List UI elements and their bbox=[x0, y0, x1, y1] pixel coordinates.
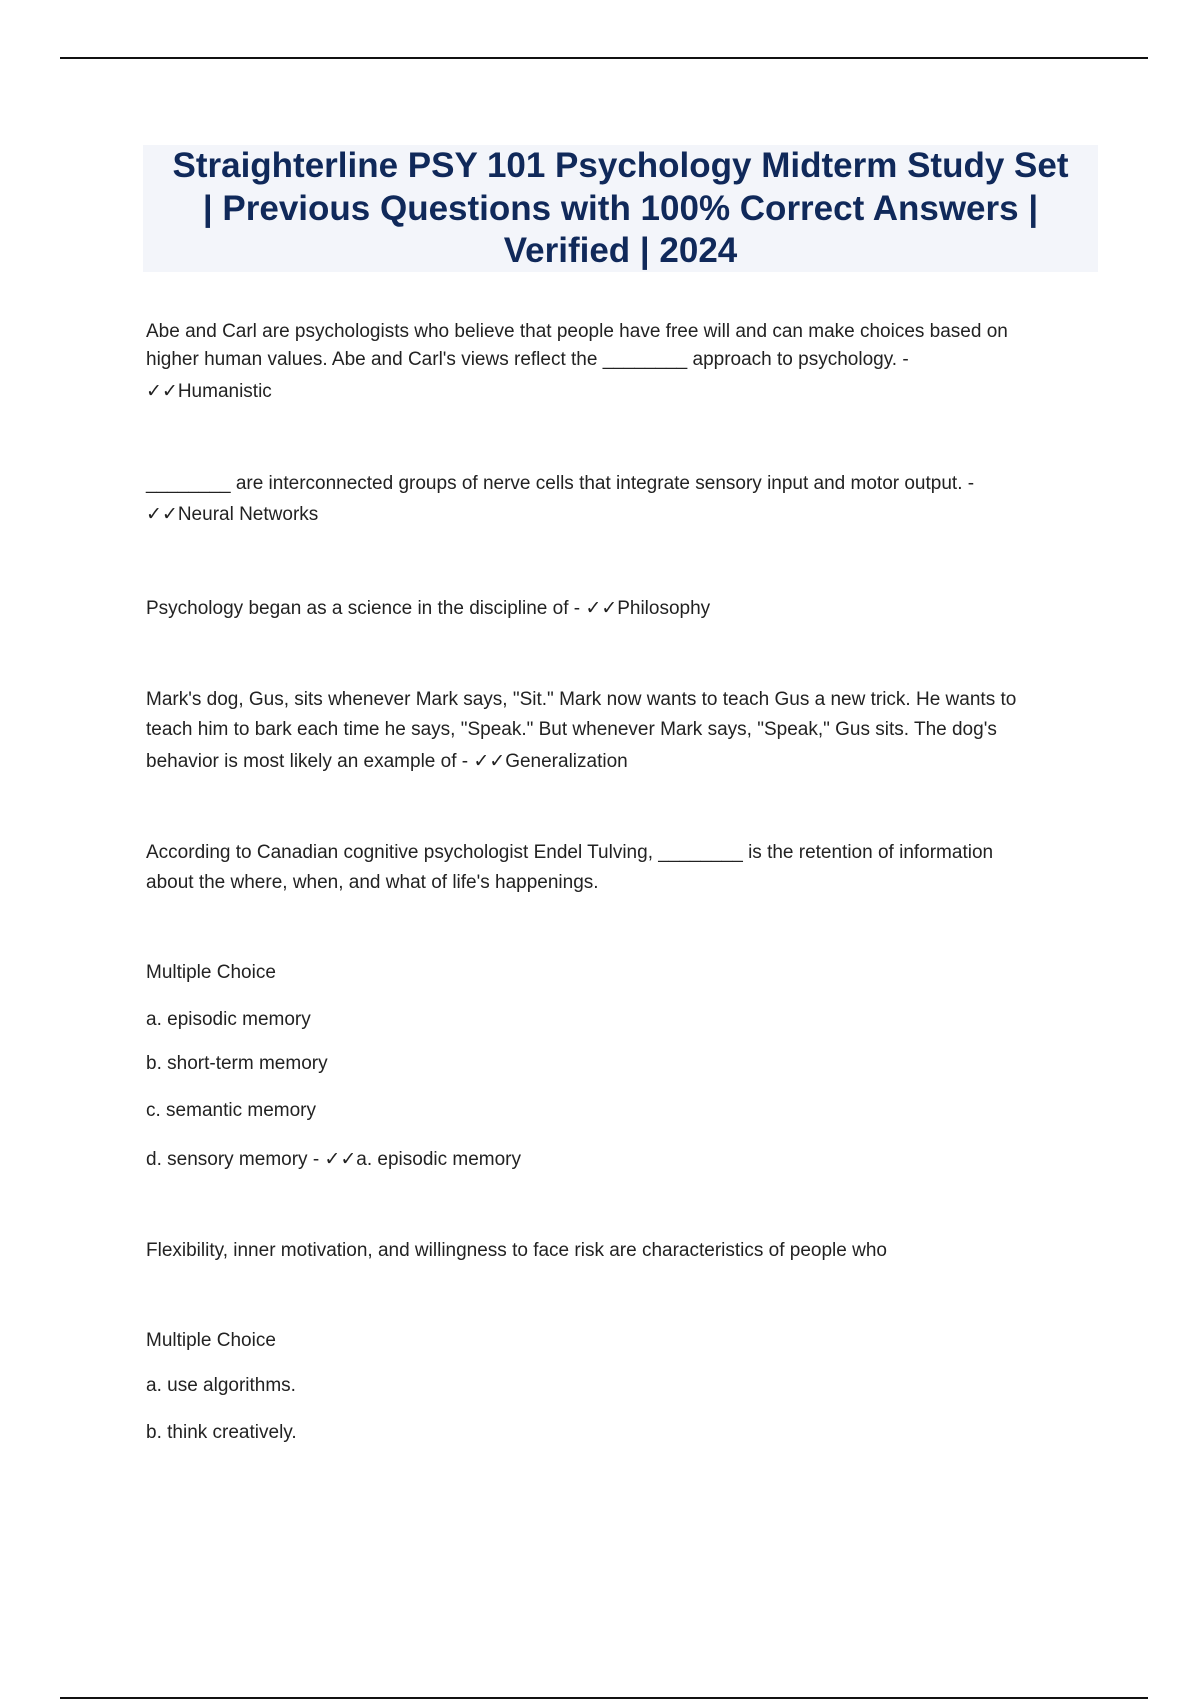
question-5-option-b: b. short-term memory bbox=[146, 1053, 328, 1074]
bottom-rule bbox=[60, 1697, 1148, 1699]
question-6-option-b: b. think creatively. bbox=[146, 1422, 297, 1443]
question-3-line-1: Psychology began as a science in the discipline of - ✓✓Philosophy bbox=[146, 598, 711, 619]
question-5-line-2: about the where, when, and what of life's happenings. bbox=[146, 872, 599, 893]
question-5-mc-label: Multiple Choice bbox=[146, 962, 276, 983]
question-2-line-1: ________ are interconnected groups of nerve cells that integrate sensory input and motor output. - bbox=[146, 473, 975, 494]
question-5-option-a: a. episodic memory bbox=[146, 1009, 311, 1030]
document-title-line-3: Verified | 2024 bbox=[503, 231, 738, 270]
question-4-line-1: Mark's dog, Gus, sits whenever Mark says, "Sit." Mark now wants to teach Gus a new trick. He wants to bbox=[146, 689, 1017, 710]
question-6-mc-label: Multiple Choice bbox=[146, 1330, 276, 1351]
question-4-line-2: teach him to bark each time he says, "Speak." But whenever Mark says, "Speak," Gus sits. The dog's bbox=[146, 719, 997, 740]
question-6-option-a: a. use algorithms. bbox=[146, 1375, 296, 1396]
question-5-option-c: c. semantic memory bbox=[146, 1100, 316, 1121]
top-rule bbox=[60, 57, 1148, 59]
question-1-answer: ✓✓Humanistic bbox=[146, 381, 272, 402]
question-5-line-1: According to Canadian cognitive psychologist Endel Tulving, ________ is the retention of information bbox=[146, 842, 994, 863]
question-1-line-2: higher human values. Abe and Carl's views reflect the ________ approach to psychology. - bbox=[146, 349, 909, 370]
question-5-option-d-answer: d. sensory memory - ✓✓a. episodic memory bbox=[146, 1149, 521, 1170]
question-6-line-1: Flexibility, inner motivation, and willingness to face risk are characteristics of people who bbox=[146, 1240, 887, 1261]
document-title-line-2: | Previous Questions with 100% Correct Answers | bbox=[202, 189, 1039, 228]
question-1-line-1: Abe and Carl are psychologists who believe that people have free will and can make choices based on bbox=[146, 321, 1008, 342]
question-4-line-3: behavior is most likely an example of - ✓✓Generalization bbox=[146, 751, 628, 772]
document-title-line-1: Straighterline PSY 101 Psychology Midterm Study Set bbox=[172, 146, 1069, 185]
question-2-answer: ✓✓Neural Networks bbox=[146, 504, 319, 525]
